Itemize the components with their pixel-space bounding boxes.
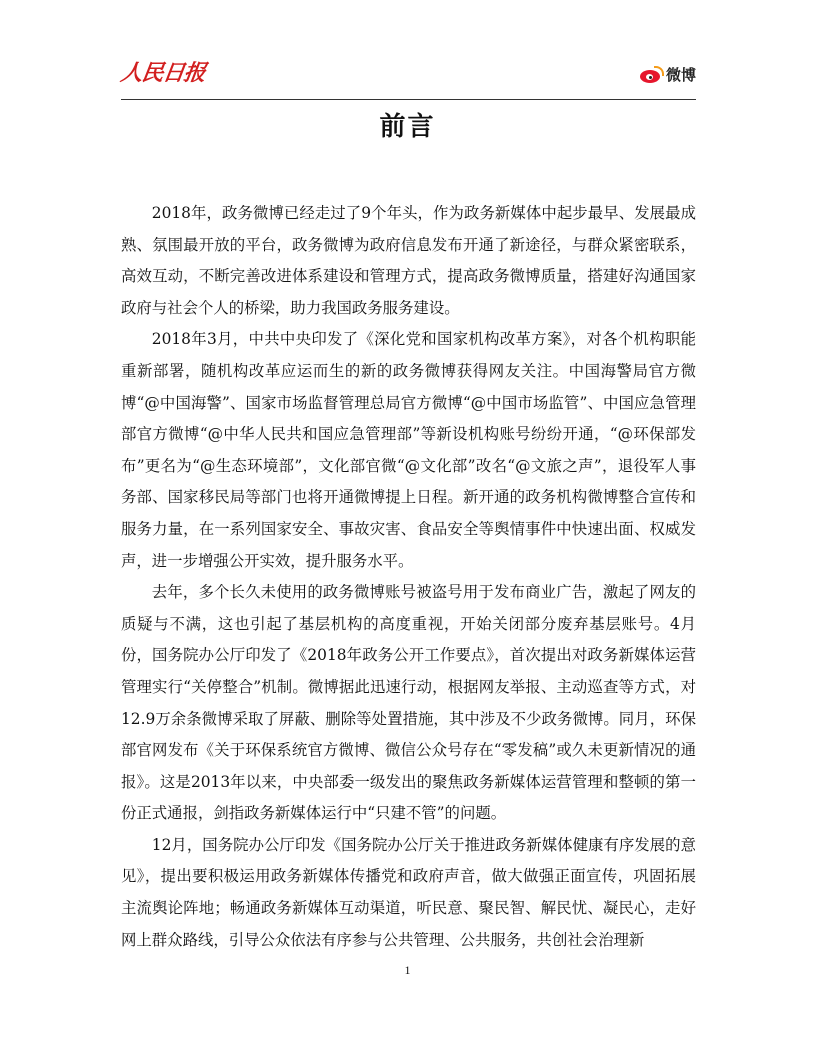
weibo-logo [638, 64, 696, 85]
page-title: 前言 [379, 112, 436, 142]
body-text [121, 198, 696, 956]
paragraph-1: 2018年，政务微博已经走过了9个年头，作为政务新媒体中起步最早、发展最成熟、氛围最开放的平台，政务微博为政府信息发布开通了新途径，与群众紧密联系，高效互动，不断完善改进体系建设和管理方式，提高政务微博质量，搭建好沟通国家政府与社会个人的桥梁，助力我国政务服务建设。 [121, 204, 696, 317]
paragraph-4: 12月，国务院办公厅印发《国务院办公厅关于推进政务新媒体健康有序发展的意见》，提出要积极运用政务新媒体传播党和政府声音，做大做强正面宣传，巩固拓展主流舆论阵地；畅通政务新媒体互动渠道，听民意、聚民智、解民忧、凝民心，走好网上群众路线，引导公众依法有序参与公共管理、公共服务，共创社会治理新 [121, 835, 696, 949]
page-number: 1 [404, 963, 411, 977]
peoples-daily-logo: 人民日报 [118, 60, 207, 86]
header-rule [121, 99, 696, 100]
weibo-logo-text: 微博 [665, 66, 696, 84]
paragraph-3: 去年，多个长久未使用的政务微博账号被盗号用于发布商业广告，激起了网友的质疑与不满，这也引起了基层机构的高度重视，开始关闭部分废弃基层账号。4月份，国务院办公厅印发了《2018年政务公开工作要点》，首次提出对政务新媒体运营管理实行“关停整合”机制。微博据此迅速行动，根据网友举报、主动巡查等方式，对12.9万余条微博采取了屏蔽、删除等处置措施，其中涉及不少政务微博。同月，环保部官网发布《关于环保系统官方微博、微信公众号存在“零发稿”或久未更新情况的通报》。这是2013年以来，中央部委一级发出的聚焦政务新媒体运营管理和整顿的第一份正式通报，剑指政务新媒体运行中“只建不管”的问题。 [121, 583, 696, 823]
page-header [118, 52, 696, 100]
paragraph-2: 2018年3月，中共中央印发了《深化党和国家机构改革方案》，对各个机构职能重新部署，随机构改革应运而生的新的政务微博获得网友关注。中国海警局官方微博“@中国海警”、国家市场监督管理总局官方微博“@中国市场监管”、中国应急管理部官方微博“@中华人民共和国应急管理部”等新设机构账号纷纷开通，“@环保部发布”更名为“@生态环境部”，文化部官微“@文化部”改名“@文旅之声”，退役军人事务部、国家移民局等部门也将开通微博提上日程。新开通的政务机构微博整合宣传和服务力量，在一系列国家安全、事故灾害、食品安全等舆情事件中快速出面、权威发声，进一步增强公开实效，提升服务水平。 [121, 330, 696, 570]
weibo-eye-icon [638, 66, 664, 84]
